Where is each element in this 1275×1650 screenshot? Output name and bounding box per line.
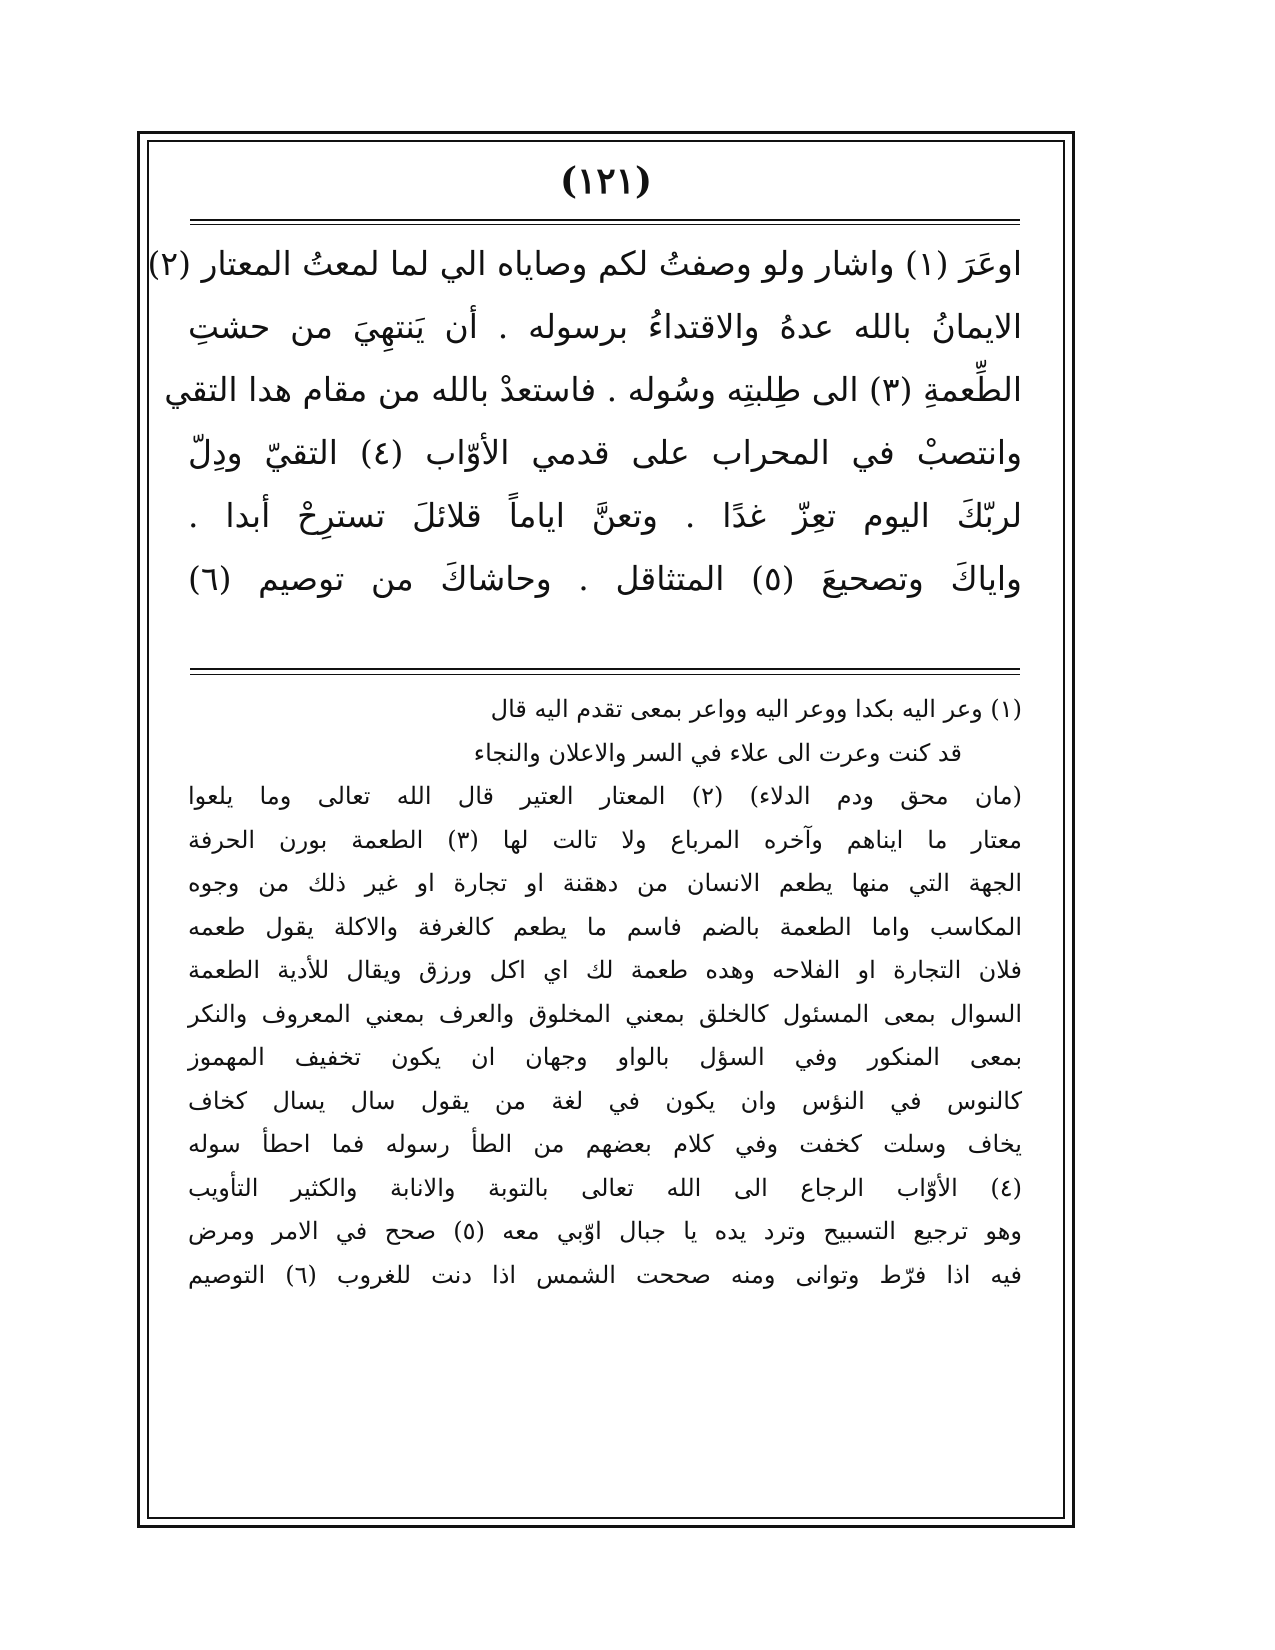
footnote-line: المكاسب واما الطعمة بالضم فاسم ما يطعم كالغرفة والاكلة يقول طعمه (188, 912, 1022, 941)
footnote-line: بمعى المنكور وفي السؤل بالواو وجهان ان يكون تخفيف المهموز (188, 1043, 1022, 1071)
main-text-line: لربّكَ اليوم تعِزّ غدًا . وتعنَّ اياماً قلائلَ تسترِحْ أبدا . (188, 496, 1022, 535)
footnote-line: فيه اذا فرّط وتوانى ومنه صححت الشمس اذا دنت للغروب (٦) التوصيم (188, 1260, 1022, 1289)
footnote-separator (190, 668, 1020, 670)
footnote-line: (مان محق ودم الدلاء) (٢) المعتار العتير قال الله تعالى وما يلعوا (188, 782, 1022, 810)
footnote-line: فلان التجارة او الفلاحه وهده طعمة لك اي اكل ورزق ويقال للأدية الطعمة (188, 956, 1022, 984)
footnote-line: (١) وعر اليه بكدا ووعر اليه وواعر بمعى تقدم اليه قال (490, 695, 1022, 723)
footnotes-block (188, 688, 1022, 1297)
main-text-line: واياكَ وتصحيعَ (٥) المتثاقل . وحاشاكَ من توصيم (٦) (188, 559, 1022, 598)
page-number: (١٢١) (559, 160, 653, 202)
footnote-line: الجهة التي منها يطعم الانسان من دهقنة او تجارة او غير ذلك من وجوه (188, 869, 1022, 897)
header-rule (190, 219, 1020, 221)
footnote-separator-thin (190, 674, 1020, 675)
footnote-line: يخاف وسلت كخفت وفي كلام بعضهم من الطأ رسوله فما احطأ سوله (188, 1130, 1022, 1158)
main-text-line: الايمانُ بالله عدهُ والاقتداءُ برسوله . أن يَنتهِيَ من حشتِ (188, 307, 1022, 346)
main-text-line: الطِّعمةِ (٣) الى طِلبتِه وسُوله . فاستعدْ بالله من مقام هدا التقي (164, 370, 1022, 409)
main-text-line: اوعَرَ (١) واشار ولو وصفتُ لكم وصاياه الي لما لمعتُ المعتار (٢) (147, 244, 1022, 283)
footnote-line: معتار ما ايناهم وآخره المرباع ولا تالت لها (٣) الطعمة بورن الحرفة (188, 825, 1022, 854)
footnote-line: وهو ترجيع التسبيح وترد يده يا جبال اوّبي معه (٥) صحح في الامر ومرض (188, 1217, 1023, 1245)
footnote-line: (٤) الأوّاب الرجاع الى الله تعالى بالتوبة والانابة والكثير التأويب (188, 1173, 1022, 1202)
footnote-verse-line: قد كنت وعرت الى علاء في السر والاعلان والنجاء (473, 738, 962, 767)
main-text-line: وانتصبْ في المحراب على قدمي الأوّاب (٤) التقيّ ودِلّ (188, 433, 1023, 472)
main-text-block (147, 232, 1023, 610)
footnote-line: السوال بمعى المسئول كالخلق بمعني المخلوق والعرف بمعني المعروف والنكر (188, 999, 1022, 1028)
footnote-line: كالنوس في النؤس وان يكون في لغة من يقول سال يسال كخاف (188, 1086, 1022, 1115)
header-rule-thin (190, 224, 1020, 225)
